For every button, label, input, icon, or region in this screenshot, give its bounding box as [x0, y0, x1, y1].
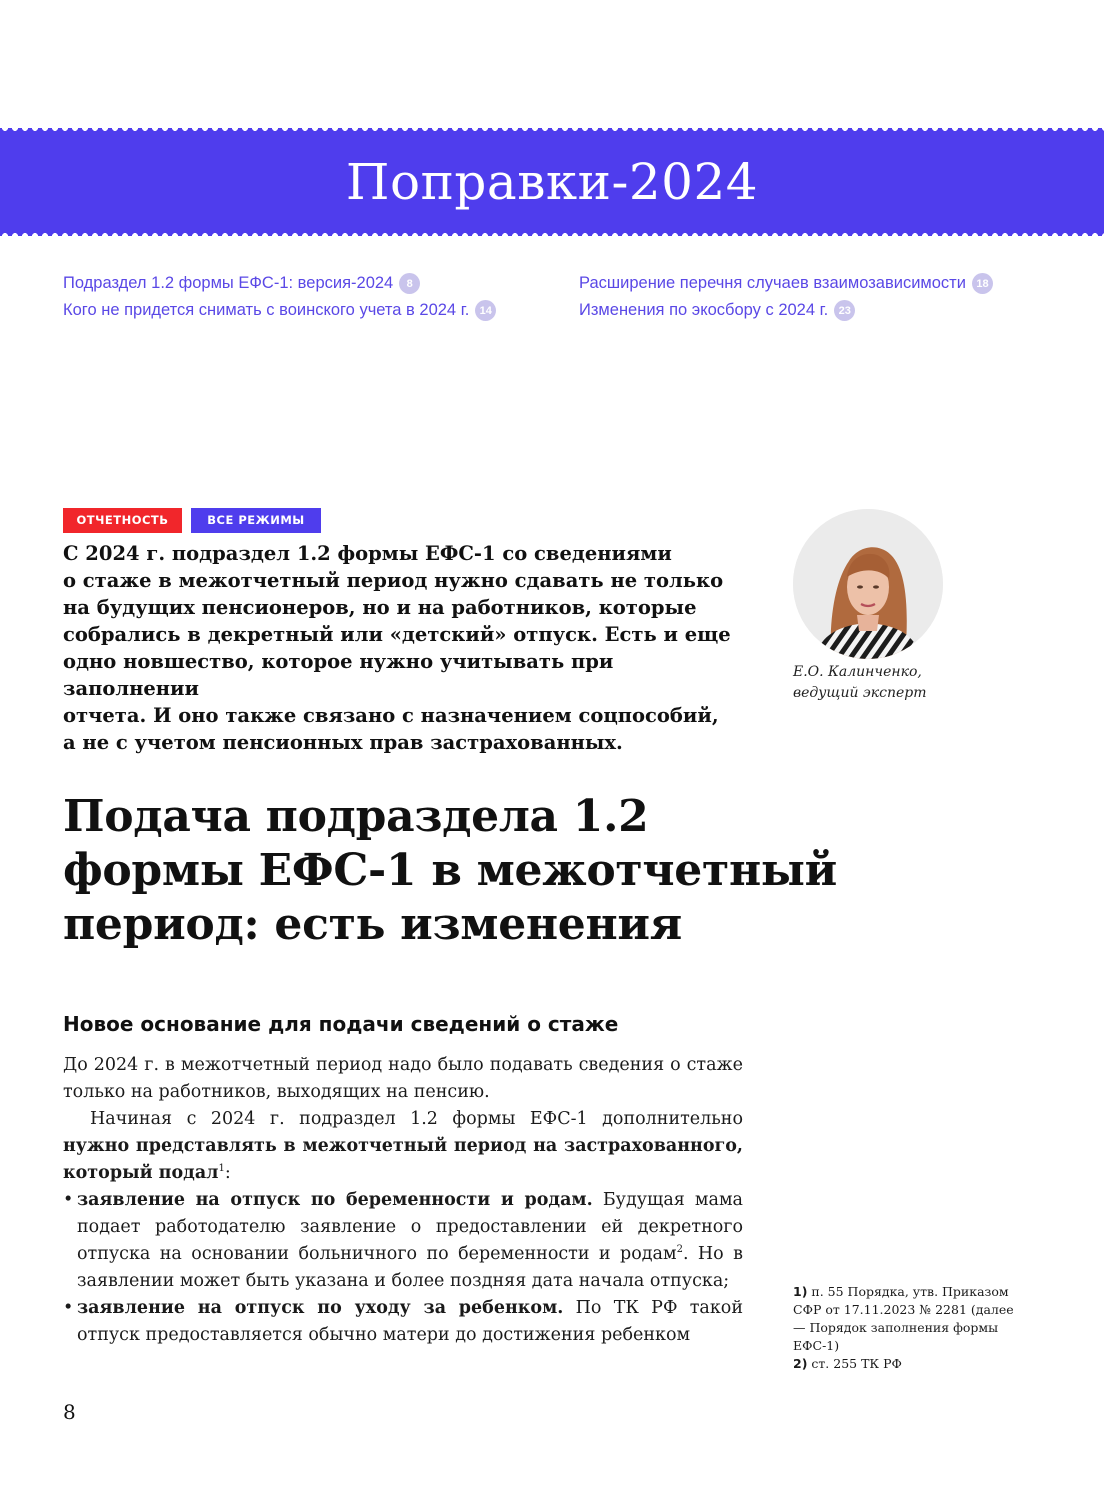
- footnote-text: ст. 255 ТК РФ: [807, 1356, 902, 1371]
- list-item-emphasis: заявление на отпуск по уходу за ребенком.: [77, 1298, 564, 1318]
- toc-item-label[interactable]: Расширение перечня случаев взаимозависимости: [579, 274, 966, 292]
- article-body: [63, 1052, 743, 1349]
- body-paragraph: [63, 1106, 743, 1187]
- footnote: [793, 1355, 1018, 1373]
- list-item-text: Будущая мама подает работодателю заявление о предоставлении ей декретного отпуска на основании больничного по беременности и родам: [77, 1190, 743, 1264]
- lead-line: а не с учетом пенсионных прав застрахованных.: [63, 731, 623, 754]
- lead-line: С 2024 г. подраздел 1.2 формы ЕФС-1 со сведениями: [63, 542, 672, 565]
- author-caption: [793, 662, 1023, 704]
- lead-line: отчета. И оно также связано с назначением соцпособий,: [63, 704, 719, 727]
- footnote-ref[interactable]: 1: [218, 1163, 225, 1175]
- page-number: 8: [63, 1400, 76, 1424]
- toc-item[interactable]: [579, 270, 993, 297]
- section-subheading: Новое основание для подачи сведений о стаже: [63, 1012, 619, 1036]
- toc-item-label[interactable]: Изменения по экосбору с 2024 г.: [579, 301, 829, 319]
- list-item-text: По ТК РФ такой отпуск предоставляется обычно матери до достижения ребенком: [77, 1298, 743, 1345]
- body-paragraph: До 2024 г. в межотчетный период надо было подавать сведения о стаже только на работников, выходящих на пенсию.: [63, 1055, 743, 1102]
- lead-line: о стаже в межотчетный период нужно сдавать не только: [63, 569, 724, 592]
- toc-item[interactable]: [63, 270, 496, 297]
- tag-all-modes[interactable]: ВСЕ РЕЖИМЫ: [191, 508, 321, 533]
- article-headline: [63, 790, 963, 952]
- section-title: Поправки-2024: [345, 153, 759, 211]
- footnote: [793, 1283, 1018, 1355]
- toc-page-badge: 14: [475, 300, 496, 321]
- footnote-number: 2): [793, 1356, 808, 1371]
- lead-line: на будущих пенсионеров, но и на работников, которые: [63, 596, 697, 619]
- toc-item[interactable]: [63, 297, 496, 324]
- footnote-ref[interactable]: 2: [676, 1244, 683, 1256]
- lead-line: собрались в декретный или «детский» отпуск. Есть и еще: [63, 623, 731, 646]
- author-portrait-image: [793, 509, 943, 659]
- toc-right-column: [579, 270, 993, 324]
- toc-item[interactable]: [579, 297, 993, 324]
- paragraph-emphasis: нужно представлять в межотчетный период на застрахованного, который подал: [63, 1136, 743, 1183]
- article-tags: [63, 508, 321, 533]
- bullet-list: [63, 1187, 743, 1349]
- tag-reporting[interactable]: ОТЧЕТНОСТЬ: [63, 508, 182, 533]
- headline-line: период: есть изменения: [63, 899, 682, 950]
- headline-line: Подача подраздела 1.2: [63, 791, 649, 842]
- author-role: ведущий эксперт: [793, 685, 927, 701]
- list-item-text: . Но в заявлении может быть указана и более поздняя дата начала отпуска;: [77, 1244, 743, 1291]
- paragraph-text: :: [224, 1163, 231, 1183]
- toc-page-badge: 18: [972, 273, 993, 294]
- toc-item-label[interactable]: Кого не придется снимать с воинского учета в 2024 г.: [63, 301, 470, 319]
- toc-page-badge: 8: [399, 273, 420, 294]
- headline-line: формы ЕФС-1 в межотчетный: [63, 845, 837, 896]
- footnote-text: п. 55 Порядка, утв. Приказом СФР от 17.11.2023 № 2281 (далее — Порядок заполнения формы ЕФС-1): [793, 1284, 1014, 1353]
- footnotes: [793, 1283, 1018, 1373]
- toc-left-column: [63, 270, 496, 324]
- footnote-number: 1): [793, 1284, 808, 1299]
- list-item: [63, 1295, 743, 1349]
- author-photo: [793, 509, 943, 659]
- article-lead: [63, 540, 753, 756]
- author-name: Е.О. Калинченко,: [793, 664, 922, 680]
- paragraph-text: Начиная с 2024 г. подраздел 1.2 формы ЕФС-1 дополнительно: [90, 1109, 743, 1129]
- lead-line: одно новшество, которое нужно учитывать при заполнении: [63, 650, 614, 700]
- toc-item-label[interactable]: Подраздел 1.2 формы ЕФС-1: версия-2024: [63, 274, 394, 292]
- list-item: [63, 1187, 743, 1295]
- toc-page-badge: 23: [834, 300, 855, 321]
- list-item-emphasis: заявление на отпуск по беременности и родам.: [77, 1190, 593, 1210]
